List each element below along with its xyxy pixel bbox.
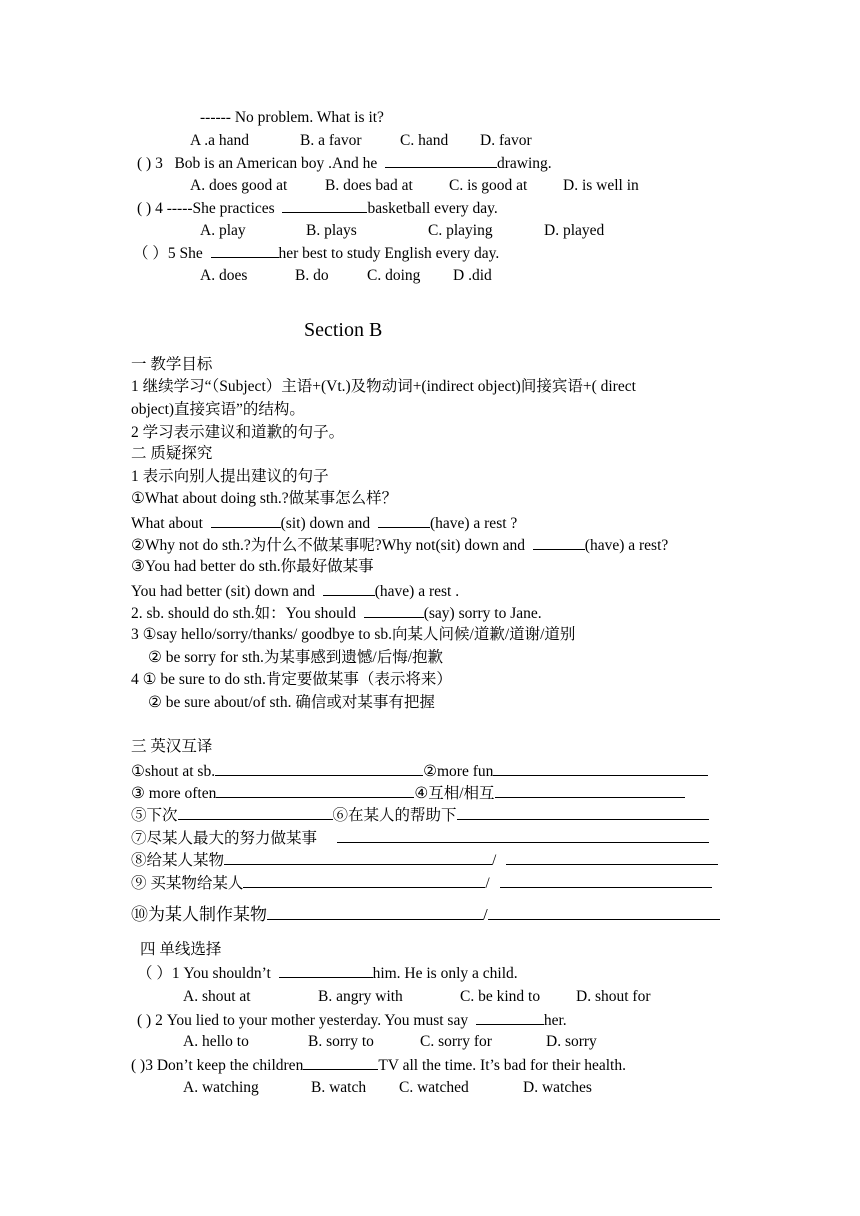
- phrase: ⑤下次: [131, 807, 178, 824]
- answer-blank[interactable]: [267, 905, 483, 920]
- example-text: 2. sb. should do sth.如：You should: [131, 605, 356, 622]
- phrase: ⑩为某人制作某物: [131, 905, 267, 924]
- answer-blank[interactable]: [211, 243, 279, 258]
- question-text: She: [179, 245, 203, 262]
- question-text: him. He is only a child.: [372, 965, 518, 982]
- phrase: ⑥在某人的帮助下: [332, 807, 457, 824]
- question-text: -----She practices: [166, 200, 275, 217]
- option: C. playing: [428, 222, 493, 239]
- option: D. sorry: [546, 1033, 597, 1050]
- part2-item4-2: ② be sure about/of sth. 确信或对某事有把握: [148, 694, 435, 711]
- mc-q2-options: [183, 1032, 597, 1052]
- example-text: ②Why not do sth.?为什么不做某事呢?Why not: [131, 537, 436, 554]
- phrase: ⑧给某人某物: [131, 852, 225, 869]
- q3-options: [190, 176, 639, 196]
- suggestion-3-example: [131, 581, 459, 602]
- answer-paren: ( )3: [131, 1057, 153, 1074]
- answer-blank[interactable]: [476, 1010, 544, 1025]
- option: A. does: [200, 267, 248, 284]
- slash: /: [485, 875, 490, 892]
- mc-q3: [131, 1055, 626, 1076]
- answer-blank[interactable]: [488, 905, 720, 920]
- suggestion-1: ①What about doing sth.?做某事怎么样？: [131, 490, 398, 507]
- q4-line: [137, 198, 498, 219]
- question-text: basketball every day.: [367, 200, 498, 217]
- option: C. watched: [399, 1079, 469, 1096]
- part1-item1-line2: object)直接宾语”的结构。: [131, 401, 305, 418]
- question-text: Don’t keep the children: [156, 1057, 304, 1074]
- answer-blank[interactable]: [303, 1055, 378, 1070]
- question-text: You lied to your mother yesterday. You must say: [166, 1012, 469, 1029]
- translate-row-7: [131, 905, 720, 925]
- translate-row-2: [131, 783, 685, 804]
- example-text: What about: [131, 515, 203, 532]
- q2-options: [190, 131, 532, 151]
- question-text: You shouldn’t: [183, 965, 271, 982]
- answer-blank[interactable]: [385, 153, 497, 168]
- part1-item2: 2 学习表示建议和道歉的句子。: [131, 424, 345, 441]
- phrase: ⑦尽某人最大的努力做某事: [131, 830, 318, 847]
- example-text: (have) a rest .: [374, 583, 460, 600]
- option: A. shout at: [183, 988, 251, 1005]
- option: B. do: [295, 267, 329, 284]
- option: D. is well in: [563, 177, 639, 194]
- mc-q3-options: [183, 1078, 592, 1098]
- answer-paren: （ ）1: [137, 965, 180, 982]
- option: B. does bad at: [325, 177, 413, 194]
- answer-paren: ( ) 2: [137, 1012, 163, 1029]
- part2-heading: 二 质疑探究: [131, 445, 213, 462]
- answer-blank[interactable]: [243, 873, 485, 888]
- option: C. sorry for: [420, 1033, 492, 1050]
- part4-heading: 四 单线选择: [140, 941, 222, 958]
- option: B. a favor: [300, 132, 362, 149]
- option: A. play: [200, 222, 246, 239]
- option: A. hello to: [183, 1033, 249, 1050]
- option: C. hand: [400, 132, 449, 149]
- part2-item3-1: 3 ①say hello/sorry/thanks/ goodbye to sb.向某人问候/道歉/道谢/道别: [131, 626, 576, 643]
- suggestion-1-example: [131, 513, 517, 534]
- mc-q2: [137, 1010, 567, 1031]
- phrase: ④互相/相互: [414, 785, 495, 802]
- answer-blank[interactable]: [533, 535, 585, 550]
- answer-blank[interactable]: [378, 513, 430, 528]
- answer-blank[interactable]: [323, 581, 375, 596]
- option: D. watches: [523, 1079, 592, 1096]
- answer-blank[interactable]: [364, 603, 424, 618]
- answer-blank[interactable]: [495, 783, 685, 798]
- option: D. played: [544, 222, 605, 239]
- q4-options: [200, 221, 604, 241]
- suggestion-3: ③You had better do sth.你最好做某事: [131, 558, 374, 575]
- question-text: her best to study English every day.: [278, 245, 500, 262]
- q2-reply-text: ------ No problem. What is it?: [200, 109, 384, 126]
- phrase: ③ more often: [131, 785, 217, 802]
- section-title: Section B: [304, 319, 383, 341]
- translate-row-6: [131, 873, 712, 894]
- example-text: (sit) down and: [435, 537, 526, 554]
- option: A .a hand: [190, 132, 249, 149]
- answer-blank[interactable]: [506, 850, 718, 865]
- part1-item1-line1: 1 继续学习“（Subject）主语+(Vt.)及物动词+(indirect object)间接宾语+( direct: [131, 378, 636, 395]
- slash: /: [483, 905, 488, 924]
- phrase: ⑨ 买某物给某人: [131, 875, 244, 892]
- part2-item1: 1 表示向别人提出建议的句子: [131, 468, 329, 485]
- q5-line: [133, 243, 499, 264]
- answer-blank[interactable]: [282, 198, 367, 213]
- example-text: You had better (sit) down and: [131, 583, 315, 600]
- example-text: (sit) down and: [280, 515, 371, 532]
- translate-row-1: [131, 761, 708, 782]
- option: D. favor: [480, 132, 532, 149]
- mc-q1-options: [183, 987, 650, 1007]
- option: B. plays: [306, 222, 357, 239]
- question-text: her.: [543, 1012, 567, 1029]
- phrase: ①shout at sb.: [131, 763, 216, 780]
- translate-row-4: [131, 828, 709, 849]
- slash: /: [492, 852, 497, 869]
- answer-paren: ( ) 3: [137, 155, 163, 172]
- q5-options: [200, 266, 492, 286]
- answer-blank[interactable]: [279, 963, 373, 978]
- option: D. shout for: [576, 988, 651, 1005]
- phrase: ②more fun: [423, 763, 494, 780]
- example-text: (say) sorry to Jane.: [423, 605, 542, 622]
- option: C. doing: [367, 267, 421, 284]
- option: B. watch: [311, 1079, 367, 1096]
- answer-blank[interactable]: [337, 828, 709, 843]
- answer-blank[interactable]: [211, 513, 281, 528]
- option: D .did: [453, 267, 492, 284]
- question-text: drawing.: [496, 155, 552, 172]
- option: B. sorry to: [308, 1033, 374, 1050]
- option: C. be kind to: [460, 988, 541, 1005]
- answer-blank[interactable]: [215, 761, 423, 776]
- answer-blank[interactable]: [457, 805, 709, 820]
- part2-item4-1: 4 ① be sure to do sth.肯定要做某事（表示将来）: [131, 671, 452, 688]
- suggestion-2: [131, 535, 668, 556]
- part2-item3-2: ② be sorry for sth.为某事感到遗憾/后悔/抱歉: [148, 649, 444, 666]
- answer-paren: ( ) 4: [137, 200, 163, 217]
- question-text: Bob is an American boy .And he: [174, 155, 378, 172]
- option: B. angry with: [318, 988, 403, 1005]
- option: A. watching: [183, 1079, 259, 1096]
- q3-line: [137, 153, 552, 174]
- part1-heading: 一 教学目标: [131, 356, 213, 373]
- option: C. is good at: [449, 177, 528, 194]
- example-text: (have) a rest?: [584, 537, 669, 554]
- answer-blank[interactable]: [224, 850, 492, 865]
- part2-item2: [131, 603, 542, 624]
- option: A. does good at: [190, 177, 288, 194]
- mc-q1: [137, 963, 518, 984]
- part3-heading: 三 英汉互译: [131, 738, 213, 755]
- answer-blank[interactable]: [493, 761, 708, 776]
- answer-blank[interactable]: [500, 873, 712, 888]
- answer-paren: （ ）5: [133, 245, 176, 262]
- answer-blank[interactable]: [216, 783, 414, 798]
- translate-row-3: [131, 805, 709, 826]
- answer-blank[interactable]: [178, 805, 333, 820]
- example-text: (have) a rest ?: [429, 515, 518, 532]
- translate-row-5: [131, 850, 718, 871]
- question-text: TV all the time. It’s bad for their health.: [378, 1057, 626, 1074]
- q2-reply-line: [200, 108, 384, 128]
